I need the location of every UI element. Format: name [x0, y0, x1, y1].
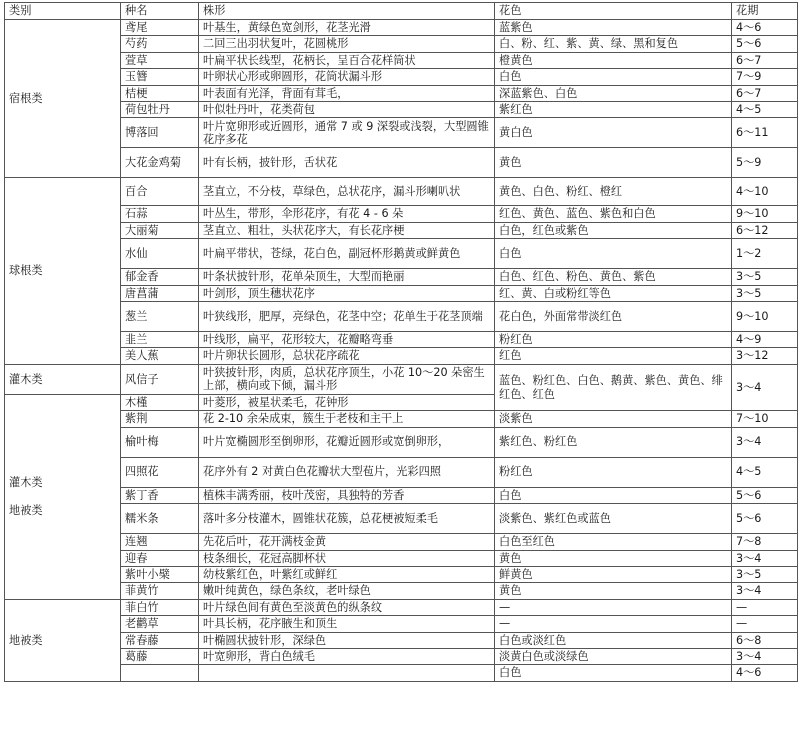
- species-name-cell: 老鹳草: [121, 616, 199, 632]
- species-name-cell: 紫丁香: [121, 487, 199, 503]
- plant-form-cell: 叶卵状心形或卵圆形，花筒状漏斗形: [199, 69, 495, 85]
- species-name-cell: [121, 665, 199, 681]
- flower-color-cell: 蓝紫色: [495, 20, 732, 36]
- species-name-cell: 连翘: [121, 534, 199, 550]
- species-name-cell: 木槿: [121, 394, 199, 410]
- flower-color-cell: 深蓝紫色、白色: [495, 85, 732, 101]
- category-label: 地被类: [9, 633, 43, 647]
- table-row: [5, 52, 798, 68]
- flowering-period-cell: 4～6: [732, 665, 798, 681]
- plant-table: [4, 2, 798, 682]
- table-row: [5, 69, 798, 85]
- species-name-cell: 迎春: [121, 550, 199, 566]
- table-row: [5, 487, 798, 503]
- species-name-cell: 葱兰: [121, 302, 199, 332]
- plant-form-cell: 叶剑形，顶生穗状花序: [199, 285, 495, 301]
- species-name-cell: 荷包牡丹: [121, 102, 199, 118]
- plant-form-cell: 叶丛生，带形，伞形花序，有花 4 - 6 朵: [199, 206, 495, 222]
- flower-color-cell: 花白色，外面常带淡红色: [495, 302, 732, 332]
- species-name-cell: 糯米条: [121, 504, 199, 534]
- flowering-period-cell: 3～4: [732, 550, 798, 566]
- table-row: [5, 148, 798, 178]
- flowering-period-cell: 6～7: [732, 52, 798, 68]
- table-row: [5, 302, 798, 332]
- header-color: 花色: [495, 3, 732, 20]
- flower-color-cell: 蓝色、粉红色、白色、鹅黄、紫色、黄色、绯红色、红色: [495, 364, 732, 410]
- plant-form-cell: 叶狭线形，肥厚，亮绿色，花茎中空；花单生于花茎顶端: [199, 302, 495, 332]
- species-name-cell: 常春藤: [121, 632, 199, 648]
- flowering-period-cell: 6～8: [732, 632, 798, 648]
- flower-color-cell: 淡紫色: [495, 411, 732, 427]
- table-row: [5, 632, 798, 648]
- flower-color-cell: 紫红色: [495, 102, 732, 118]
- flower-color-cell: 白色: [495, 69, 732, 85]
- flower-color-cell: 黄色: [495, 550, 732, 566]
- table-row: [5, 599, 798, 615]
- species-name-cell: 美人蕉: [121, 348, 199, 364]
- species-name-cell: 鸢尾: [121, 20, 199, 36]
- species-name-cell: 四照花: [121, 457, 199, 487]
- species-name-cell: 紫荆: [121, 411, 199, 427]
- plant-form-cell: 叶似牡丹叶，花类荷包: [199, 102, 495, 118]
- table-row: [5, 178, 798, 206]
- flower-color-cell: 粉红色: [495, 332, 732, 348]
- species-name-cell: 葛藤: [121, 648, 199, 664]
- flowering-period-cell: 7～8: [732, 534, 798, 550]
- plant-form-cell: 茎直立、粗壮，头状花序大，有长花序梗: [199, 222, 495, 238]
- flowering-period-cell: 6～11: [732, 118, 798, 148]
- table-row: [5, 583, 798, 599]
- plant-form-cell: 枝条细长，花冠高脚杯状: [199, 550, 495, 566]
- flowering-period-cell: 4～9: [732, 332, 798, 348]
- flower-color-cell: 白、粉、红、紫、黄、绿、黑和复色: [495, 36, 732, 52]
- plant-form-cell: 茎直立，不分枝，草绿色，总状花序，漏斗形喇叭状: [199, 178, 495, 206]
- flowering-period-cell: 3～5: [732, 269, 798, 285]
- flowering-period-cell: 4～6: [732, 20, 798, 36]
- flower-color-cell: 白色，红色或紫色: [495, 222, 732, 238]
- flowering-period-cell: 3～4: [732, 583, 798, 599]
- flowering-period-cell: 7～9: [732, 69, 798, 85]
- flower-color-cell: 白色或淡红色: [495, 632, 732, 648]
- plant-form-cell: 叶狭披针形，肉质，总状花序顶生，小花 10～20 朵密生上部，横向或下倾，漏斗形: [199, 364, 495, 394]
- flowering-period-cell: 3～4: [732, 648, 798, 664]
- flowering-period-cell: 1～2: [732, 239, 798, 269]
- table-row: [5, 616, 798, 632]
- flower-color-cell: 红色、黄色、蓝色、紫色和白色: [495, 206, 732, 222]
- table-row: [5, 269, 798, 285]
- species-name-cell: 菲黄竹: [121, 583, 199, 599]
- flowering-period-cell: 5～6: [732, 36, 798, 52]
- plant-form-cell: 落叶多分枝灌木，圆锥状花簇，总花梗被短柔毛: [199, 504, 495, 534]
- table-row: [5, 534, 798, 550]
- flower-color-cell: —: [495, 599, 732, 615]
- plant-form-cell: 叶条状披针形，花单朵顶生，大型而艳丽: [199, 269, 495, 285]
- plant-form-cell: 花序外有 2 对黄白色花瓣状大型苞片，光彩四照: [199, 457, 495, 487]
- category-label: 球根类: [9, 264, 43, 278]
- table-row: [5, 239, 798, 269]
- flowering-period-cell: 3～4: [732, 364, 798, 410]
- flower-color-cell: 红、黄、白或粉红等色: [495, 285, 732, 301]
- species-name-cell: 玉簪: [121, 69, 199, 85]
- plant-form-cell: [199, 665, 495, 681]
- plant-form-cell: 先花后叶，花开满枝金黄: [199, 534, 495, 550]
- table-body: [5, 20, 798, 682]
- category-cell-shrub-groundcover: [5, 394, 121, 599]
- table-row: [5, 550, 798, 566]
- plant-form-cell: 叶片宽椭圆形至倒卵形，花瓣近圆形或宽倒卵形，: [199, 427, 495, 457]
- table-row: [5, 648, 798, 664]
- table-row: [5, 285, 798, 301]
- table-row: [5, 206, 798, 222]
- table-row: [5, 504, 798, 534]
- plant-form-cell: 叶菱形，被星状柔毛，花钟形: [199, 394, 495, 410]
- plant-form-cell: 叶有长柄，披针形，舌状花: [199, 148, 495, 178]
- flower-color-cell: 淡紫色、紫红色或蓝色: [495, 504, 732, 534]
- plant-form-cell: 叶扁平带状，苍绿，花白色，副冠杯形鹅黄或鲜黄色: [199, 239, 495, 269]
- flower-color-cell: 鲜黄色: [495, 566, 732, 582]
- flowering-period-cell: 9～10: [732, 206, 798, 222]
- flowering-period-cell: 9～10: [732, 302, 798, 332]
- flower-color-cell: 白色: [495, 665, 732, 681]
- plant-form-cell: 叶宽卵形，背白色绒毛: [199, 648, 495, 664]
- flowering-period-cell: 5～6: [732, 487, 798, 503]
- category-label: 地被类: [9, 503, 43, 517]
- header-row: [5, 3, 798, 20]
- flowering-period-cell: 6～7: [732, 85, 798, 101]
- species-name-cell: 大丽菊: [121, 222, 199, 238]
- flower-color-cell: 白色: [495, 239, 732, 269]
- species-name-cell: 唐菖蒲: [121, 285, 199, 301]
- plant-form-cell: 花 2-10 余朵成束，簇生于老枝和主干上: [199, 411, 495, 427]
- table-row: [5, 102, 798, 118]
- flower-color-cell: 黄色、白色、粉红、橙红: [495, 178, 732, 206]
- flowering-period-cell: 5～9: [732, 148, 798, 178]
- flower-color-cell: 橙黄色: [495, 52, 732, 68]
- header-form: 株形: [199, 3, 495, 20]
- flowering-period-cell: —: [732, 616, 798, 632]
- category-cell-perennial: [5, 20, 121, 178]
- flowering-period-cell: 3～4: [732, 427, 798, 457]
- flower-color-cell: 白色、红色、粉色、黄色、紫色: [495, 269, 732, 285]
- flower-color-cell: 红色: [495, 348, 732, 364]
- flowering-period-cell: 3～5: [732, 285, 798, 301]
- flower-color-cell: 黄白色: [495, 118, 732, 148]
- species-name-cell: 榆叶梅: [121, 427, 199, 457]
- flowering-period-cell: 5～6: [732, 504, 798, 534]
- species-name-cell: 萱草: [121, 52, 199, 68]
- category-cell-groundcover: [5, 599, 121, 681]
- flower-color-cell: —: [495, 616, 732, 632]
- species-name-cell: 百合: [121, 178, 199, 206]
- flowering-period-cell: 3～12: [732, 348, 798, 364]
- flower-color-cell: 紫红色、粉红色: [495, 427, 732, 457]
- species-name-cell: 风信子: [121, 364, 199, 394]
- flower-color-cell: 黄色: [495, 148, 732, 178]
- flowering-period-cell: 4～5: [732, 102, 798, 118]
- species-name-cell: 大花金鸡菊: [121, 148, 199, 178]
- plant-form-cell: 叶片宽卵形或近圆形，通常 7 或 9 深裂或浅裂，大型圆锥花序多花: [199, 118, 495, 148]
- table-row: [5, 20, 798, 36]
- flower-color-cell: 白色至红色: [495, 534, 732, 550]
- species-name-cell: 芍药: [121, 36, 199, 52]
- header-name: 种名: [121, 3, 199, 20]
- category-cell-bulb: [5, 178, 121, 364]
- species-name-cell: 博落回: [121, 118, 199, 148]
- species-name-cell: 菲白竹: [121, 599, 199, 615]
- table-row: [5, 85, 798, 101]
- flowering-period-cell: 4～5: [732, 457, 798, 487]
- header-period: 花期: [732, 3, 798, 20]
- category-cell-shrub: [5, 364, 121, 394]
- flower-color-cell: 淡黄白色或淡绿色: [495, 648, 732, 664]
- table-row: [5, 36, 798, 52]
- table-row: [5, 118, 798, 148]
- species-name-cell: 水仙: [121, 239, 199, 269]
- species-name-cell: 石蒜: [121, 206, 199, 222]
- flowering-period-cell: —: [732, 599, 798, 615]
- category-label: 宿根类: [9, 92, 43, 106]
- flowering-period-cell: 7～10: [732, 411, 798, 427]
- flower-color-cell: 白色: [495, 487, 732, 503]
- species-name-cell: 紫叶小檗: [121, 566, 199, 582]
- header-category: 类别: [5, 3, 121, 20]
- species-name-cell: 郁金香: [121, 269, 199, 285]
- plant-form-cell: 二回三出羽状复叶，花圆桃形: [199, 36, 495, 52]
- flowering-period-cell: 4～10: [732, 178, 798, 206]
- plant-form-cell: 嫩叶纯黄色，绿色条纹，老叶绿色: [199, 583, 495, 599]
- table-row: [5, 364, 798, 394]
- table-row: [5, 665, 798, 681]
- plant-form-cell: 植株丰满秀丽，枝叶茂密，具独特的芳香: [199, 487, 495, 503]
- plant-form-cell: 叶椭圆状披针形，深绿色: [199, 632, 495, 648]
- plant-form-cell: 叶表面有光泽，背面有茸毛，: [199, 85, 495, 101]
- plant-form-cell: 叶扁平状长线型，花柄长，呈百合花样筒状: [199, 52, 495, 68]
- table-row: [5, 348, 798, 364]
- category-label: 灌木类: [9, 476, 43, 490]
- flowering-period-cell: 6～12: [732, 222, 798, 238]
- flower-color-cell: 粉红色: [495, 457, 732, 487]
- plant-form-cell: 叶具长柄，花序腋生和顶生: [199, 616, 495, 632]
- table-row: [5, 332, 798, 348]
- flower-color-cell: 黄色: [495, 583, 732, 599]
- species-name-cell: 桔梗: [121, 85, 199, 101]
- table-row: [5, 222, 798, 238]
- table-row: [5, 457, 798, 487]
- plant-form-cell: 幼枝紫红色，叶紫红或鲜红: [199, 566, 495, 582]
- plant-form-cell: 叶线形，扁平，花形较大，花瓣略弯垂: [199, 332, 495, 348]
- flowering-period-cell: 3～5: [732, 566, 798, 582]
- plant-form-cell: 叶片绿色间有黄色至淡黄色的纵条纹: [199, 599, 495, 615]
- plant-form-cell: 叶基生，黄绿色宽剑形，花茎光滑: [199, 20, 495, 36]
- table-row: [5, 566, 798, 582]
- category-label: 灌木类: [9, 372, 43, 386]
- species-name-cell: 韭兰: [121, 332, 199, 348]
- plant-form-cell: 叶片卵状长圆形，总状花序疏花: [199, 348, 495, 364]
- table-row: [5, 411, 798, 427]
- table-row: [5, 427, 798, 457]
